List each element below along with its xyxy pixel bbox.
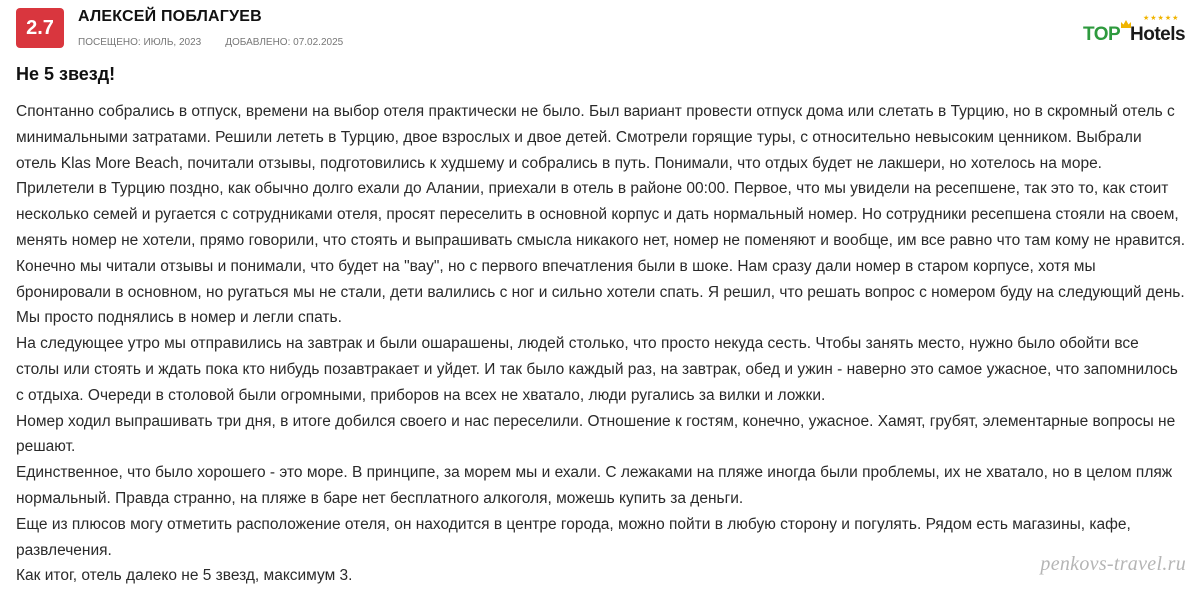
tophotels-logo[interactable]: [1083, 14, 1186, 48]
review-paragraph: Спонтанно собрались в отпуск, времени на выбор отеля практически не было. Был вариант провести отпуск дома или слетать в Турцию, но в скромный отель с минимальными затратами. Решили лететь в Турцию, двое взрослых и двое детей. Смотрели горящие туры, с относительно невысоким ценником. Выбрали отель Klas More Beach, почитали отзывы, подготовились к худшему и собрались в путь. Понимали, что отдых будет не лакшери, но хотелось на море.: [16, 103, 1175, 172]
visited-date: ПОСЕЩЕНО: ИЮЛЬ, 2023: [78, 37, 202, 48]
rating-badge: [16, 8, 64, 48]
watermark: penkovs-travel.ru: [1040, 553, 1186, 575]
review-body: [16, 99, 1186, 589]
added-date: ДОБАВЛЕНО: 07.02.2025: [225, 37, 344, 48]
rating-value: 2.7: [26, 16, 54, 39]
review-paragraph: На следующее утро мы отправились на завтрак и были ошарашены, людей столько, что просто некуда сесть. Чтобы занять место, нужно было обойти все столы или стоять и ждать пока кто нибудь позавтракает и уйдет. И так было каждый раз, на завтрак, обед и ужин - наверно это самое ужасное, что запомнилось с отдыха. Очереди в столовой были огромными, приборов на всех не хватало, люди ругались за вилки и ложки.: [16, 335, 1178, 404]
review-paragraph: Номер ходил выпрашивать три дня, в итоге добился своего и нас переселили. Отношение к гостям, конечно, ужасное. Хамят, грубят, элементарные вопросы не решают.: [16, 412, 1176, 456]
logo-stars: ★★★★★: [1143, 15, 1180, 22]
review-meta: [78, 37, 343, 48]
review-paragraph: Еще из плюсов могу отметить расположение отеля, он находится в центре города, можно пойти в любую сторону и погулять. Рядом есть магазины, кафе, развлечения.: [16, 515, 1131, 559]
review-paragraph: Прилетели в Турцию поздно, как обычно долго ехали до Алании, приехали в отель в районе 00:00. Первое, что мы увидели на ресепшене, так это то, как стоит несколько семей и ругается с сотрудниками отеля, просят переселить в основной корпус и дать нормальный номер. Но сотрудники ресепшена стояли на своем, менять номер не хотели, прямо говорили, что стоять и выпрашивать смысла никакого нет, номер не поменяют и вообще, им все равно что там кому не нравится. Конечно мы читали отзывы и понимали, что будет на "вау", но с первого впечатления были в шоке. Нам сразу дали номер в старом корпусе, хотя мы бронировали в основном, но ругаться мы не стали, дети валились с ног и сильно хотели спать. Я решил, что решать вопрос с номером буду на следующий день. Мы просто поднялись в номер и легли спать.: [16, 180, 1186, 327]
author-name[interactable]: АЛЕКСЕЙ ПОБЛАГУЕВ: [78, 8, 262, 25]
logo-top-text: TOP: [1083, 24, 1121, 45]
review-title: Не 5 звезд!: [16, 64, 116, 84]
review-paragraph: Единственное, что было хорошего - это море. В принципе, за морем мы и ехали. С лежаками на пляже иногда были проблемы, их не хватало, но в целом пляж нормальный. Правда странно, на пляже в баре нет бесплатного алкоголя, можешь купить за деньги.: [16, 464, 1173, 507]
review-paragraph: Как итог, отель далеко не 5 звезд, максимум 3.: [16, 567, 353, 585]
logo-hotels-text: Hotels: [1130, 24, 1186, 45]
